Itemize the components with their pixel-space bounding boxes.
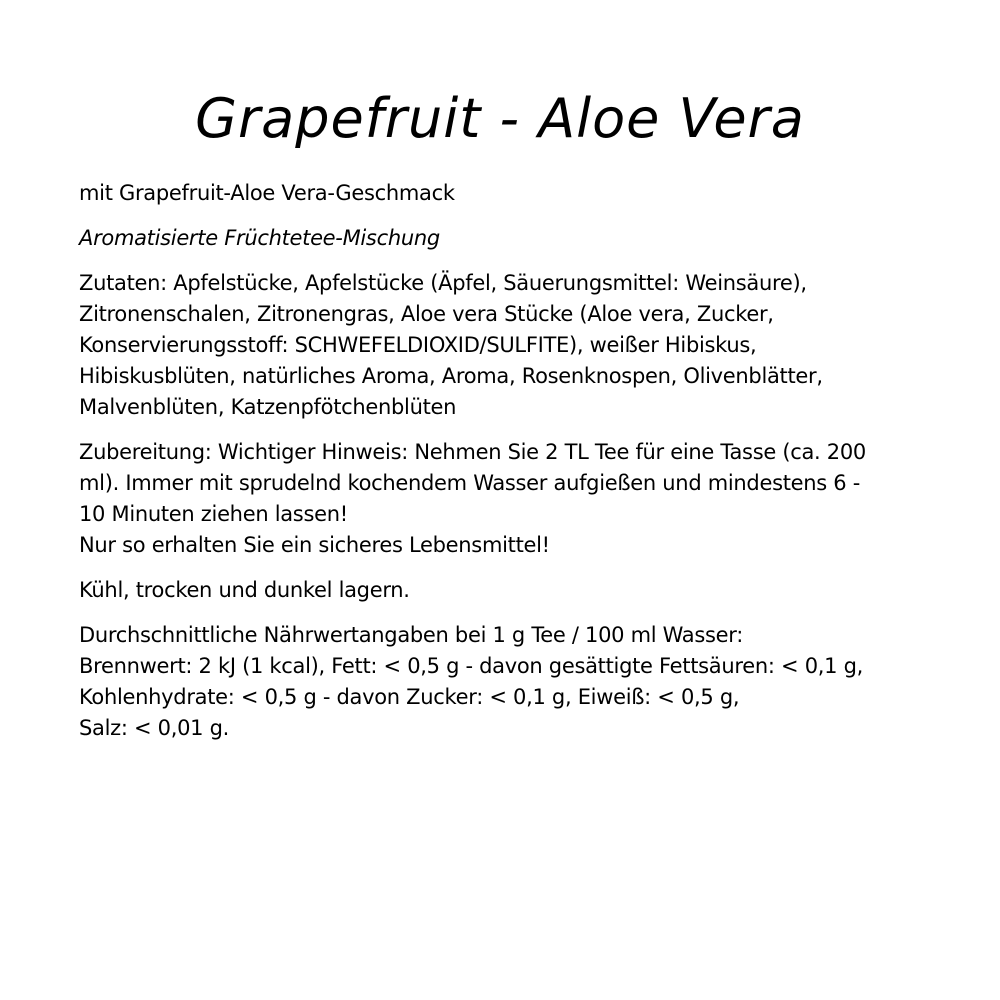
product-title: Grapefruit - Aloe Vera — [195, 87, 805, 150]
product-category: Aromatisierte Früchtetee-Mischung — [79, 226, 440, 250]
ingredients-line: Hibiskusblüten, natürliches Aroma, Aroma, Rosenknospen, Olivenblätter, — [79, 364, 823, 388]
ingredients-line: Zutaten: Apfelstücke, Apfelstücke (Äpfel, Säuerungsmittel: Weinsäure), — [79, 271, 807, 295]
nutrition-line: Brennwert: 2 kJ (1 kcal), Fett: < 0,5 g - davon gesättigte Fettsäuren: < 0,1 g, — [79, 654, 863, 678]
preparation-line: ml). Immer mit sprudelnd kochendem Wasser aufgießen und mindestens 6 - — [79, 471, 861, 495]
flavor-subtitle: mit Grapefruit-Aloe Vera-Geschmack — [79, 181, 455, 205]
preparation-line: Nur so erhalten Sie ein sicheres Lebensmittel! — [79, 533, 550, 557]
preparation-section — [79, 437, 939, 561]
preparation-line: 10 Minuten ziehen lassen! — [79, 502, 348, 526]
storage-instructions: Kühl, trocken und dunkel lagern. — [79, 578, 410, 602]
preparation-line: Zubereitung: Wichtiger Hinweis: Nehmen Sie 2 TL Tee für eine Tasse (ca. 200 — [79, 440, 866, 464]
nutrition-line: Kohlenhydrate: < 0,5 g - davon Zucker: < 0,1 g, Eiweiß: < 0,5 g, — [79, 685, 740, 709]
ingredients-line: Konservierungsstoff: SCHWEFELDIOXID/SULFITE), weißer Hibiskus, — [79, 333, 757, 357]
ingredients-line: Zitronenschalen, Zitronengras, Aloe vera Stücke (Aloe vera, Zucker, — [79, 302, 774, 326]
nutrition-line: Salz: < 0,01 g. — [79, 716, 230, 740]
nutrition-line: Durchschnittliche Nährwertangaben bei 1 g Tee / 100 ml Wasser: — [79, 623, 744, 647]
nutrition-section — [79, 620, 939, 744]
ingredients-section — [79, 268, 939, 423]
product-description — [79, 178, 939, 758]
ingredients-line: Malvenblüten, Katzenpfötchenblüten — [79, 395, 457, 419]
